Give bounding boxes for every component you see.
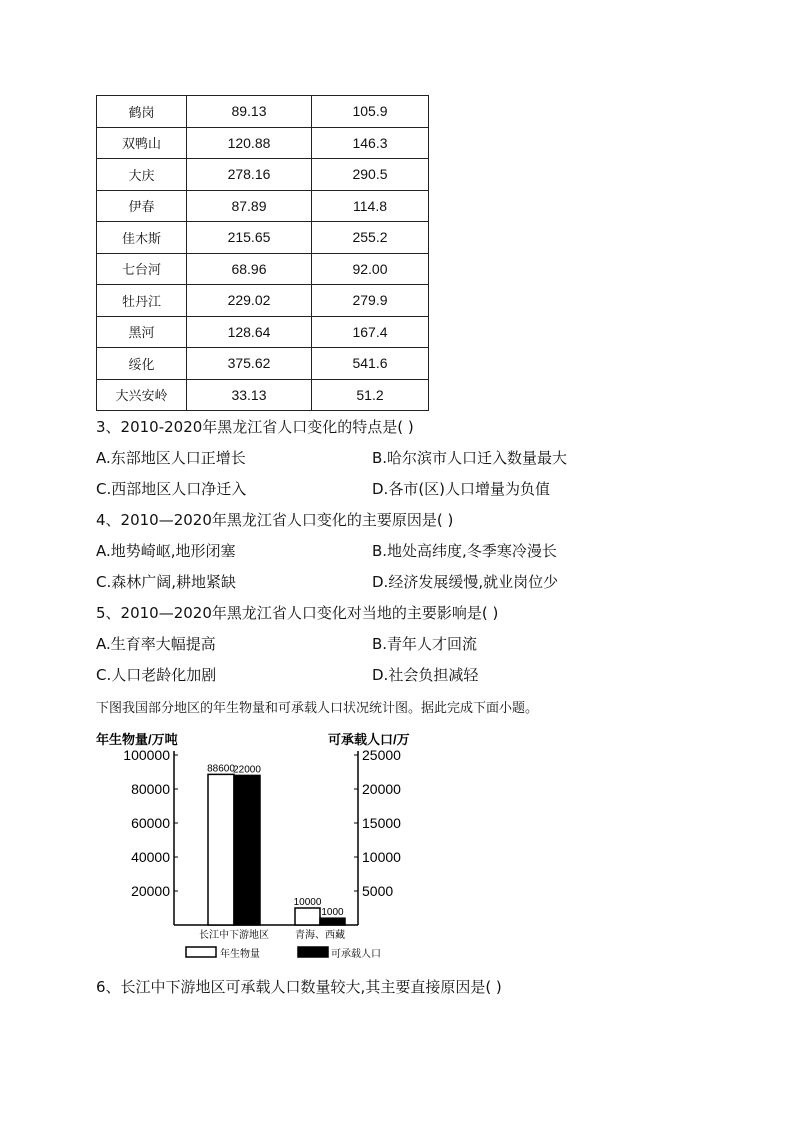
value-2010-cell: 68.96 bbox=[187, 253, 312, 285]
q3-option-c: C.西部地区人口净迁入 bbox=[96, 480, 247, 498]
value-2020-cell: 279.9 bbox=[312, 285, 429, 317]
q5-option-d: D.社会负担减轻 bbox=[372, 666, 479, 684]
right-tick-label: 5000 bbox=[362, 883, 394, 899]
bar-data-label: 10000 bbox=[293, 897, 322, 908]
right-tick-label: 15000 bbox=[362, 815, 401, 831]
value-2010-cell: 33.13 bbox=[187, 379, 312, 411]
value-2020-cell: 541.6 bbox=[312, 348, 429, 380]
value-2010-cell: 120.88 bbox=[187, 127, 312, 159]
legend-label-population: 可承载人口 bbox=[331, 949, 381, 960]
q5-option-c: C.人口老龄化加剧 bbox=[96, 666, 217, 684]
table-row bbox=[97, 348, 429, 380]
bar-biomass bbox=[208, 774, 234, 925]
value-2010-cell: 87.89 bbox=[187, 190, 312, 222]
bar-data-label: 22000 bbox=[233, 764, 261, 776]
q5-option-a: A.生育率大幅提高 bbox=[96, 635, 216, 653]
bar-data-label: 1000 bbox=[321, 907, 344, 919]
value-2020-cell: 105.9 bbox=[312, 96, 429, 128]
value-2020-cell: 146.3 bbox=[312, 127, 429, 159]
city-cell: 绥化 bbox=[97, 348, 187, 380]
value-2020-cell: 167.4 bbox=[312, 316, 429, 348]
question-5: 5、2010—2020年黑龙江省人口变化对当地的主要影响是( ) bbox=[96, 604, 499, 622]
left-tick-label: 60000 bbox=[131, 815, 170, 831]
table-row bbox=[97, 285, 429, 317]
right-tick-label: 10000 bbox=[362, 849, 401, 865]
biomass-population-chart bbox=[90, 728, 420, 964]
left-tick-label: 20000 bbox=[131, 883, 170, 899]
right-tick-label: 25000 bbox=[362, 747, 401, 763]
value-2020-cell: 92.00 bbox=[312, 253, 429, 285]
value-2010-cell: 215.65 bbox=[187, 222, 312, 254]
legend-label-biomass: 年生物量 bbox=[220, 949, 260, 960]
table-row bbox=[97, 159, 429, 191]
q3-option-d: D.各市(区)人口增量为负值 bbox=[372, 480, 551, 498]
bar-biomass bbox=[295, 908, 320, 925]
value-2010-cell: 128.64 bbox=[187, 316, 312, 348]
table-row bbox=[97, 190, 429, 222]
left-tick-label: 80000 bbox=[131, 781, 170, 797]
city-cell: 佳木斯 bbox=[97, 222, 187, 254]
q4-option-c: C.森林广阔,耕地紧缺 bbox=[96, 573, 237, 591]
bar-population bbox=[234, 775, 260, 925]
left-axis-title: 年生物量/万吨 bbox=[96, 732, 178, 747]
table-row bbox=[97, 222, 429, 254]
city-cell: 鹤岗 bbox=[97, 96, 187, 128]
city-cell: 双鸭山 bbox=[97, 127, 187, 159]
left-tick-label: 100000 bbox=[123, 747, 170, 763]
q4-option-b: B.地处高纬度,冬季寒冷漫长 bbox=[372, 542, 557, 560]
city-cell: 大庆 bbox=[97, 159, 187, 191]
value-2020-cell: 255.2 bbox=[312, 222, 429, 254]
table-row bbox=[97, 253, 429, 285]
table-row bbox=[97, 316, 429, 348]
value-2010-cell: 229.02 bbox=[187, 285, 312, 317]
legend-swatch-population bbox=[298, 947, 328, 957]
left-tick-label: 40000 bbox=[131, 849, 170, 865]
q5-option-b: B.青年人才回流 bbox=[372, 635, 478, 653]
question-6: 6、长江中下游地区可承载人口数量较大,其主要直接原因是( ) bbox=[96, 978, 502, 996]
right-axis-title: 可承载人口/万 bbox=[328, 732, 410, 747]
table-row bbox=[97, 127, 429, 159]
population-table bbox=[96, 95, 429, 411]
q3-option-b: B.哈尔滨市人口迁入数量最大 bbox=[372, 449, 568, 467]
category-label: 青海、西藏 bbox=[295, 930, 345, 941]
bar-population bbox=[320, 918, 345, 925]
value-2010-cell: 375.62 bbox=[187, 348, 312, 380]
city-cell: 牡丹江 bbox=[97, 285, 187, 317]
legend-swatch-biomass bbox=[186, 947, 216, 957]
q4-option-d: D.经济发展缓慢,就业岗位少 bbox=[372, 573, 559, 591]
city-cell: 黑河 bbox=[97, 316, 187, 348]
table-row bbox=[97, 379, 429, 411]
city-cell: 大兴安岭 bbox=[97, 379, 187, 411]
bar-data-label: 88600 bbox=[207, 763, 235, 775]
q4-option-a: A.地势崎岖,地形闭塞 bbox=[96, 542, 236, 560]
category-label: 长江中下游地区 bbox=[199, 930, 269, 941]
table-row bbox=[97, 96, 429, 128]
value-2020-cell: 51.2 bbox=[312, 379, 429, 411]
question-4: 4、2010—2020年黑龙江省人口变化的主要原因是( ) bbox=[96, 511, 454, 529]
city-cell: 七台河 bbox=[97, 253, 187, 285]
right-tick-label: 20000 bbox=[362, 781, 401, 797]
value-2010-cell: 278.16 bbox=[187, 159, 312, 191]
q3-option-a: A.东部地区人口正增长 bbox=[96, 449, 246, 467]
chart-intro: 下图我国部分地区的年生物量和可承载人口状况统计图。据此完成下面小题。 bbox=[96, 701, 539, 716]
value-2020-cell: 290.5 bbox=[312, 159, 429, 191]
question-3: 3、2010-2020年黑龙江省人口变化的特点是( ) bbox=[96, 418, 414, 436]
city-cell: 伊春 bbox=[97, 190, 187, 222]
value-2010-cell: 89.13 bbox=[187, 96, 312, 128]
value-2020-cell: 114.8 bbox=[312, 190, 429, 222]
